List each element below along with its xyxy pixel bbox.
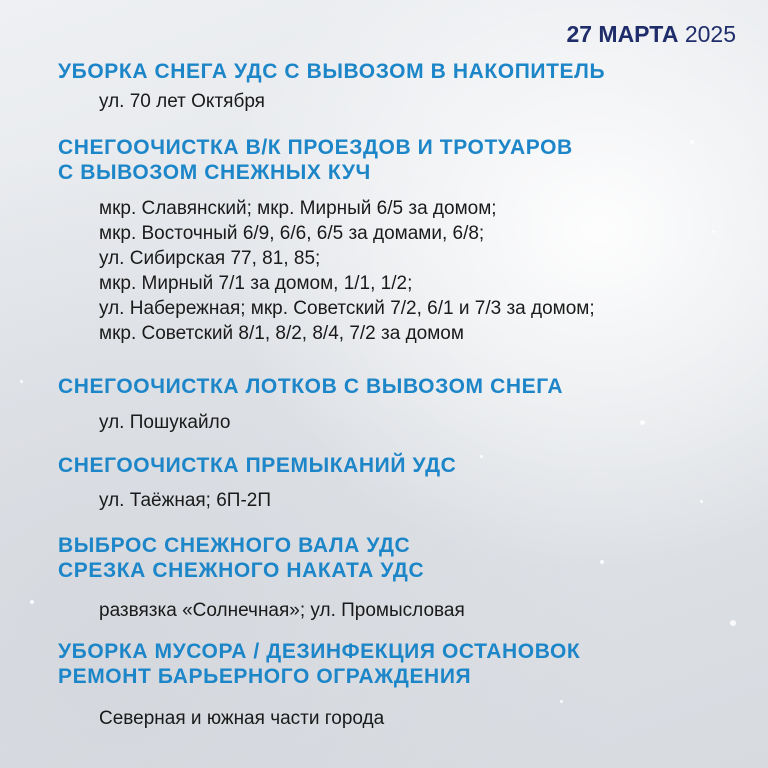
list-item: ул. 70 лет Октября bbox=[99, 91, 265, 112]
list-item: мкр. Славянский; мкр. Мирный 6/5 за домом; bbox=[99, 198, 497, 219]
section-heading-line: УБОРКА СНЕГА УДС С ВЫВОЗОМ В НАКОПИТЕЛЬ bbox=[58, 60, 606, 83]
snowflake bbox=[640, 420, 645, 425]
section-heading-line: УБОРКА МУСОРА / ДЕЗИНФЕКЦИЯ ОСТАНОВОК bbox=[58, 640, 581, 663]
snowflake bbox=[712, 230, 715, 233]
section-heading-line: СНЕГООЧИСТКА В/К ПРОЕЗДОВ И ТРОТУАРОВ bbox=[58, 136, 573, 159]
section-items bbox=[99, 488, 271, 513]
snowflake bbox=[560, 700, 563, 703]
section-heading bbox=[58, 533, 424, 583]
section-heading-line: СНЕГООЧИСТКА ЛОТКОВ С ВЫВОЗОМ СНЕГА bbox=[58, 375, 564, 398]
section-heading bbox=[58, 135, 573, 185]
section-items bbox=[99, 598, 465, 623]
section-items bbox=[99, 706, 384, 731]
list-item: ул. Набережная; мкр. Советский 7/2, 6/1 и 7/3 за домом; bbox=[99, 298, 595, 319]
section-items bbox=[99, 196, 595, 346]
snowflake bbox=[480, 455, 483, 458]
section-heading bbox=[58, 453, 456, 478]
section-heading-line: С ВЫВОЗОМ СНЕЖНЫХ КУЧ bbox=[58, 161, 371, 184]
list-item: мкр. Советский 8/1, 8/2, 8/4, 7/2 за домом bbox=[99, 323, 464, 344]
snowflake bbox=[700, 500, 703, 503]
list-item: развязка «Солнечная»; ул. Промысловая bbox=[99, 600, 465, 621]
snowflake bbox=[30, 600, 34, 604]
snowflake bbox=[730, 620, 736, 626]
section-heading-line: СНЕГООЧИСТКА ПРЕМЫКАНИЙ УДС bbox=[58, 454, 457, 477]
section-heading-line: СРЕЗКА СНЕЖНОГО НАКАТА УДС bbox=[58, 559, 425, 582]
date-year: 2025 bbox=[684, 21, 736, 47]
section-heading-line: ВЫБРОС СНЕЖНОГО ВАЛА УДС bbox=[58, 534, 411, 557]
section-heading bbox=[58, 639, 580, 689]
list-item: ул. Пошукайло bbox=[99, 412, 231, 433]
list-item: Северная и южная части города bbox=[99, 708, 385, 729]
list-item: ул. Таёжная; 6П-2П bbox=[99, 490, 272, 511]
section-items bbox=[99, 410, 230, 435]
date-header bbox=[566, 20, 736, 48]
date-day: 27 МАРТА bbox=[566, 21, 679, 47]
list-item: мкр. Восточный 6/9, 6/6, 6/5 за домами, 6/8; bbox=[99, 223, 485, 244]
snowflake bbox=[600, 560, 604, 564]
section-heading-line: РЕМОНТ БАРЬЕРНОГО ОГРАЖДЕНИЯ bbox=[58, 665, 472, 688]
section-items bbox=[99, 89, 265, 114]
section-heading bbox=[58, 59, 605, 84]
list-item: ул. Сибирская 77, 81, 85; bbox=[99, 248, 321, 269]
section-heading bbox=[58, 374, 563, 399]
list-item: мкр. Мирный 7/1 за домом, 1/1, 1/2; bbox=[99, 273, 413, 294]
snowflake bbox=[690, 140, 694, 144]
snowflake bbox=[20, 380, 23, 383]
